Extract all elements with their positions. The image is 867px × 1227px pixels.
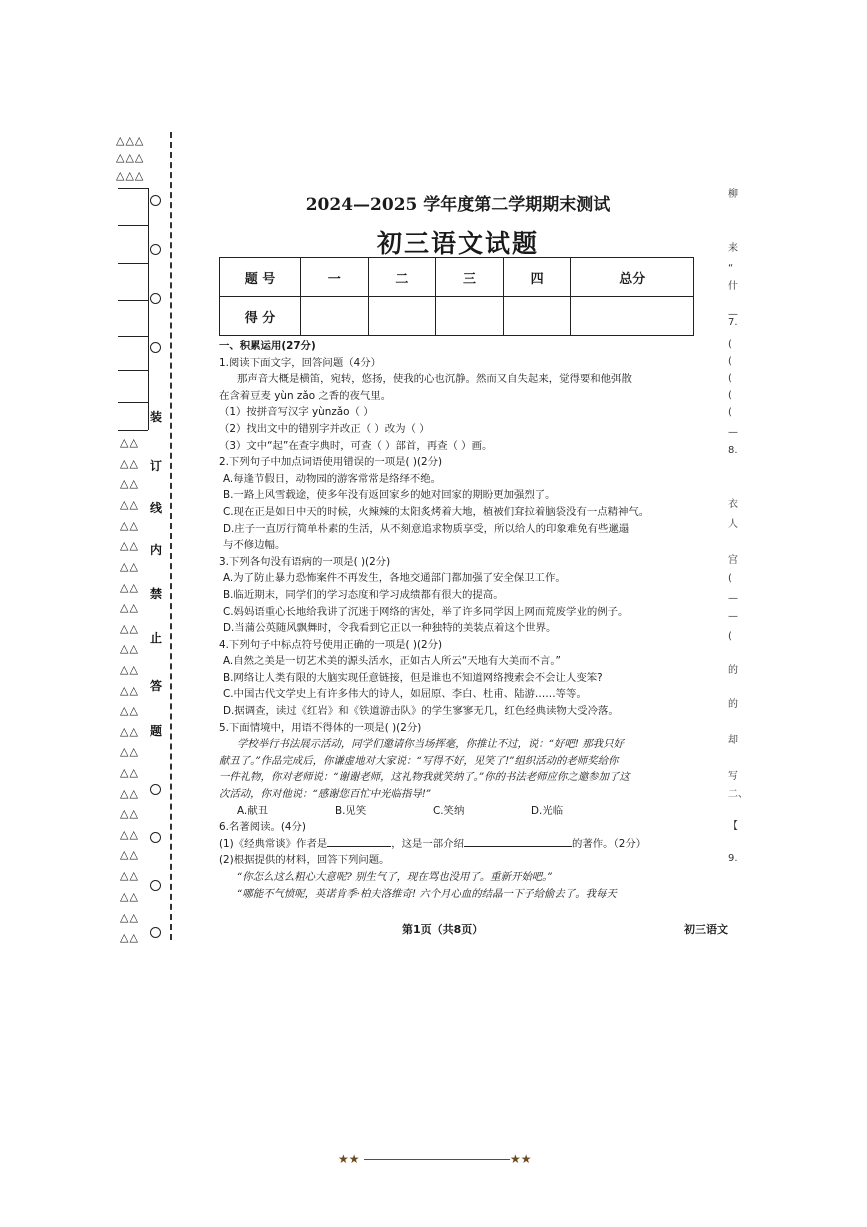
option-line: B.一路上风雪载途，使多年没有返回家乡的她对回家的期盼更加强烈了。 xyxy=(223,489,556,502)
binding-hole-icon xyxy=(150,195,161,206)
fragment-char: ( xyxy=(728,573,732,584)
fragment-char: ( xyxy=(728,373,732,384)
triangle-mark: △△ xyxy=(120,911,139,924)
option-d: D.光临 xyxy=(531,804,564,817)
section-heading: 一、积累运用(27分) xyxy=(219,340,316,352)
binding-hole-icon xyxy=(150,244,161,255)
binding-char: 答 xyxy=(150,679,163,693)
material-line: “你怎么这么粗心大意呢? 别生气了，现在骂也没用了。重新开始吧。” xyxy=(237,871,553,883)
triangle-mark: △△ xyxy=(120,787,139,800)
score-cell[interactable] xyxy=(436,297,504,336)
triangle-mark: △△ xyxy=(120,477,139,490)
question-content xyxy=(219,338,697,902)
fragment-char: ( xyxy=(728,631,732,642)
triangle-mark: △△ xyxy=(120,663,139,676)
fragment-char: 8. xyxy=(728,445,738,456)
sub-question: （1）按拼音写汉字 yùnzǎo（ ） xyxy=(219,406,374,419)
fragment-char: 什 xyxy=(728,281,738,292)
fragment-char: 【 xyxy=(728,821,738,832)
question-stem: 4.下列句子中标点符号使用正确的一项是( )(2分) xyxy=(219,638,443,651)
answer-blank[interactable] xyxy=(464,846,572,847)
binding-hole-icon xyxy=(150,784,161,795)
triangle-mark: △△ xyxy=(120,807,139,820)
fragment-char: ( xyxy=(728,407,732,418)
passage-line: 次活动，你对他说：“感谢您百忙中光临指导!” xyxy=(219,788,432,801)
passage-line: 一件礼物，你对老师说：“谢谢老师，这礼物我就笑纳了。”你的书法老师应你之邀参加了这 xyxy=(219,771,630,784)
binding-char: 内 xyxy=(150,543,163,557)
sub-question: （2）找出文中的错别字并改正（ ）改为（ ） xyxy=(219,422,430,435)
binding-hole-icon xyxy=(150,342,161,353)
table-header-cell: 一 xyxy=(301,258,369,297)
sub-question xyxy=(219,836,697,853)
table-row xyxy=(220,258,694,297)
exam-subtitle: 初三语文试题 xyxy=(376,229,539,258)
option-line: A.自然之美是一切艺术美的源头活水，正如古人所云“天地有大美而不言。” xyxy=(223,655,561,668)
option-line: A.每逢节假日，动物园的游客常常是络绎不绝。 xyxy=(223,472,442,485)
score-cell[interactable] xyxy=(301,297,369,336)
triangle-mark: △△ xyxy=(120,498,139,511)
triangle-mark: △△ xyxy=(120,622,139,635)
triangle-mark: △△ xyxy=(120,725,139,738)
fragment-char: “ xyxy=(728,263,734,274)
triangle-mark: △△ xyxy=(120,848,139,861)
option-line: D.庄子一直厉行简单朴素的生活，从不刻意追求物质享受，所以给人的印象难免有些邋遢 xyxy=(223,522,630,535)
passage-line: 学校举行书法展示活动，同学们邀请你当场挥毫，你推让不过，说：“好吧! 那我只好 xyxy=(237,738,624,751)
question-stem: 2.下列句子中加点词语使用错误的一项是( )(2分) xyxy=(219,456,443,469)
question-stem: 6.名著阅读。(4分) xyxy=(219,821,306,834)
triangle-mark: △△ xyxy=(120,457,139,470)
binding-hole-icon xyxy=(150,832,161,843)
binding-line xyxy=(118,336,148,337)
triangle-mark: △△ xyxy=(120,828,139,841)
triangle-mark: △△△ xyxy=(116,169,145,182)
fragment-char: ( xyxy=(728,356,732,367)
binding-hole-icon xyxy=(150,927,161,938)
sub-question: (2)根据提供的材料，回答下列问题。 xyxy=(219,854,390,867)
binding-line xyxy=(118,188,148,189)
score-cell[interactable] xyxy=(571,297,694,336)
fragment-char: 7. xyxy=(728,317,738,328)
option-row xyxy=(219,803,697,820)
table-header-cell: 二 xyxy=(368,258,436,297)
sub-question-text: ，这是一部介绍 xyxy=(391,837,464,850)
triangle-mark: △△ xyxy=(120,890,139,903)
cut-line xyxy=(170,132,172,940)
passage-line: 献丑了。”作品完成后，你谦虚地对大家说：“写得不好，见笑了!”组织活动的老师奖给你 xyxy=(219,754,619,767)
triangle-mark: △△ xyxy=(120,539,139,552)
option-line: C.中国古代文学史上有许多伟大的诗人，如屈原、李白、杜甫、陆游……等等。 xyxy=(223,688,587,701)
fragment-char: 来 xyxy=(728,243,738,254)
fragment-char: 宫 xyxy=(728,555,738,566)
sub-question-text: (1)《经典常谈》作者是 xyxy=(219,837,328,850)
footer-subject: 初三语文 xyxy=(684,923,728,936)
star-icon: ★★ xyxy=(338,1152,360,1166)
fragment-char: — xyxy=(728,309,738,320)
divider-line xyxy=(364,1159,510,1160)
passage-line: 在含着豆麦 yùn zǎo 之香的夜气里。 xyxy=(219,389,392,402)
option-line: C.妈妈语重心长地给我讲了沉迷于网络的害处，举了许多同学因上网而荒废学业的例子。 xyxy=(223,605,629,618)
option-line: D.当蒲公英随风飘舞时，令我看到它正以一种独特的美装点着这个世界。 xyxy=(223,622,557,635)
decorative-divider xyxy=(338,1151,538,1167)
triangle-mark: △△ xyxy=(120,684,139,697)
option-line: D.据调查，读过《红岩》和《铁道游击队》的学生寥寥无几，红色经典读物大受冷落。 xyxy=(223,705,619,718)
binding-line xyxy=(118,225,148,226)
answer-blank[interactable] xyxy=(327,846,391,847)
fragment-char: 柳 xyxy=(728,189,738,200)
binding-hole-icon xyxy=(150,880,161,891)
binding-char: 止 xyxy=(150,631,163,645)
exam-title: 2024—2025 学年度第二学期期末测试 xyxy=(305,195,611,215)
option-b: B.见笑 xyxy=(335,804,367,817)
binding-line xyxy=(118,370,148,371)
binding-line xyxy=(118,430,148,431)
star-icon: ★★ xyxy=(510,1152,532,1166)
option-a: A.献丑 xyxy=(237,804,269,817)
binding-char: 装 xyxy=(150,410,163,424)
score-table xyxy=(219,257,694,336)
sub-question: （3）文中“起”在查字典时，可查（ ）部首，再查（ ）画。 xyxy=(219,439,493,452)
question-stem: 5.下面情境中，用语不得体的一项是( )(2分) xyxy=(219,721,422,734)
triangle-mark: △△△ xyxy=(116,134,145,147)
score-cell[interactable] xyxy=(503,297,571,336)
fragment-char: 人 xyxy=(728,519,738,530)
triangle-mark: △△ xyxy=(120,601,139,614)
triangle-mark: △△ xyxy=(120,436,139,449)
fragment-char: 9. xyxy=(728,853,738,864)
question-stem: 1.阅读下面文字，回答问题（4分） xyxy=(219,356,381,369)
fragment-char: 写 xyxy=(728,771,738,782)
triangle-mark: △△ xyxy=(120,869,139,882)
table-row xyxy=(220,297,694,336)
binding-line xyxy=(118,300,148,301)
fragment-char: ( xyxy=(728,390,732,401)
page-number: 第1页（共8页） xyxy=(402,923,484,936)
binding-char: 禁 xyxy=(150,587,163,601)
table-header-cell: 总分 xyxy=(571,258,694,297)
option-line: 与不修边幅。 xyxy=(223,539,286,552)
fragment-char: — xyxy=(728,427,738,438)
binding-char: 题 xyxy=(150,724,163,738)
triangle-mark: △△ xyxy=(120,745,139,758)
fragment-char: 二、 xyxy=(728,789,748,800)
option-line: B.网络让人类有限的大脑实现任意链接，但是谁也不知道网络搜索会不会让人变笨? xyxy=(223,671,603,684)
triangle-mark: △△ xyxy=(120,581,139,594)
option-line: B.临近期末，同学们的学习态度和学习成绩都有很大的提高。 xyxy=(223,588,504,601)
fragment-char: 却 xyxy=(728,735,738,746)
option-line: C.现在正是如日中天的时候，火辣辣的太阳炙烤着大地，植被们耷拉着脑袋没有一点精神气。 xyxy=(223,505,650,518)
triangle-mark: △△△ xyxy=(116,151,145,164)
triangle-mark: △△ xyxy=(120,931,139,944)
triangle-mark: △△ xyxy=(120,704,139,717)
triangle-mark: △△ xyxy=(120,560,139,573)
binding-hole-icon xyxy=(150,293,161,304)
table-header-cell: 三 xyxy=(436,258,504,297)
question-stem: 3.下列各句没有语病的一项是( )(2分) xyxy=(219,555,391,568)
option-c: C.笑纳 xyxy=(433,804,465,817)
fragment-char: 的 xyxy=(728,665,738,676)
score-label-cell: 得 分 xyxy=(220,297,301,336)
fragment-char: ( xyxy=(728,339,732,350)
table-header-cell: 题 号 xyxy=(220,258,301,297)
passage-line: 那声音大概是横笛，宛转，悠扬，使我的心也沉静。然而又自失起来，觉得要和他弭散 xyxy=(237,373,632,386)
score-cell[interactable] xyxy=(368,297,436,336)
fragment-char: 的 xyxy=(728,699,738,710)
triangle-mark: △△ xyxy=(120,642,139,655)
binding-line xyxy=(118,263,148,264)
fragment-char: 衣 xyxy=(728,499,738,510)
material-line: “哪能不气愤呢，英诺肯季·柏夫洛维奇! 六个月心血的结晶一下子给偷去了。我每天 xyxy=(237,887,617,900)
fragment-char: — xyxy=(728,611,738,622)
binding-char: 线 xyxy=(150,501,163,515)
binding-char: 订 xyxy=(150,459,163,473)
table-header-cell: 四 xyxy=(503,258,571,297)
binding-line xyxy=(118,402,148,403)
triangle-mark: △△ xyxy=(120,766,139,779)
sub-question-text: 的著作。（2分） xyxy=(571,837,647,850)
option-line: A.为了防止暴力恐怖案件不再发生，各地交通部门都加强了安全保卫工作。 xyxy=(223,572,566,585)
triangle-mark: △△ xyxy=(120,519,139,532)
fragment-char: — xyxy=(728,593,738,604)
